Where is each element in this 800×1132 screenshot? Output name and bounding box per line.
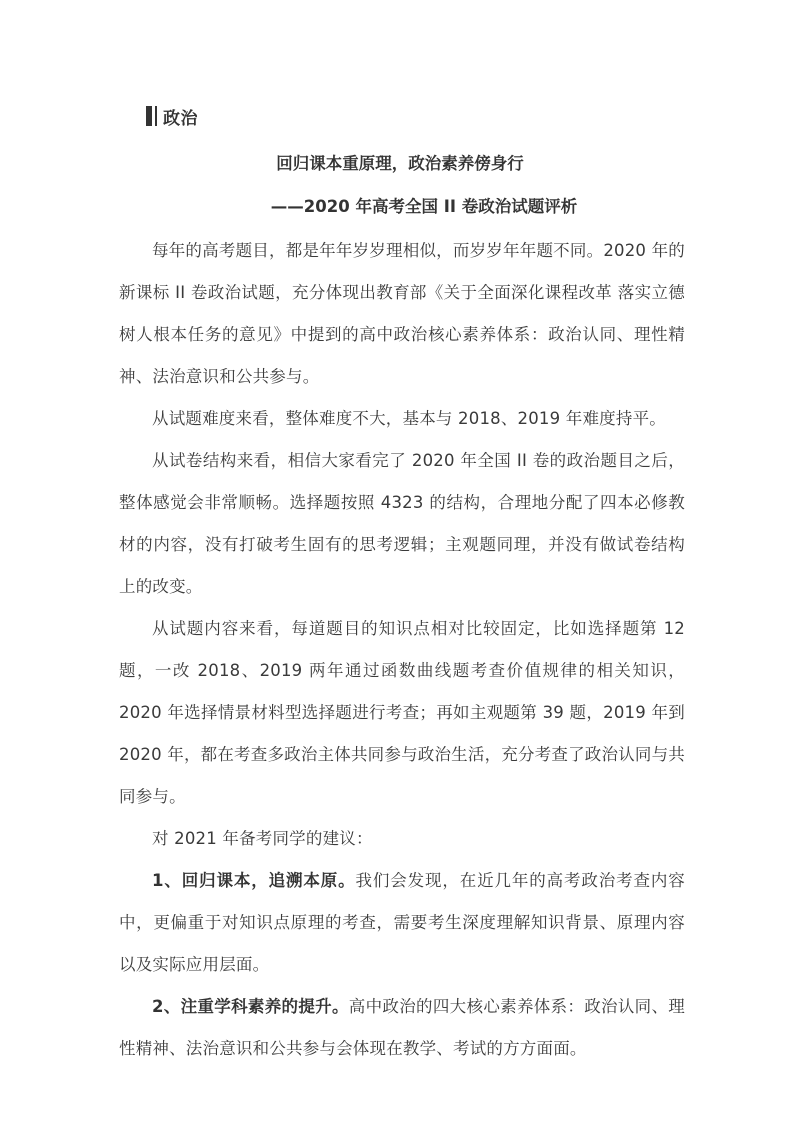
paragraph-text: 高中政治的四大核心素养体系：政治认同、理性精神、法治意识和公共参与会体现在教学、考试的方方面面。 [119,997,685,1058]
paragraph-advice-1 [119,860,685,986]
paragraph-text: 每年的高考题目，都是年年岁岁理相似，而岁岁年年题不同。2020 年的新课标 II 卷政治试题，充分体现出教育部《关于全面深化课程改革 落实立德树人根本任务的意见》中提到的高中政治核心素养体系：政治认同、理性精神、法治意识和公共参与。 [119,241,685,386]
paragraph-advice-2 [119,986,685,1070]
paragraph-advice-intro [119,818,685,860]
article-subtitle: ——2020 年高考全国 II 卷政治试题评析 [270,197,578,216]
paragraph-text: 从试题难度来看，整体难度不大，基本与 2018、2019 年难度持平。 [152,409,666,428]
paragraph-text: 对 2021 年备考同学的建议： [152,829,373,848]
advice-heading: 2、注重学科素养的提升。 [152,997,349,1016]
paragraph-text: 从试卷结构来看，相信大家看完了 2020 年全国 II 卷的政治题目之后，整体感觉会非常顺畅。选择题按照 4323 的结构，合理地分配了四本必修教材的内容，没有打破考生固有的思考逻辑；主观题同理，并没有做试卷结构上的改变。 [119,451,685,596]
paragraph-text: 从试题内容来看，每道题目的知识点相对比较固定，比如选择题第 12 题，一改 2018、2019 两年通过函数曲线题考查价值规律的相关知识，2020 年选择情景材料型选择题进行考查；再如主观题第 39 题，2019 年到 2020 年，都在考查多政治主体共同参与政治生活，充分考查了政治认同与共同参与。 [119,619,685,806]
paragraph-structure [119,440,685,608]
section-marker-thin [155,106,157,126]
article-body [119,230,685,1070]
paragraph-intro [119,230,685,398]
section-label: 政治 [163,108,198,129]
section-heading [146,104,198,128]
advice-heading: 1、回归课本，追溯本原。 [152,871,356,890]
paragraph-content [119,608,685,818]
section-marker-thick [146,106,152,126]
paragraph-difficulty [119,398,685,440]
article-title: 回归课本重原理，政治素养傍身行 [276,154,524,173]
paragraph-text: 我们会发现，在近几年的高考政治考查内容中，更偏重于对知识点原理的考查，需要考生深度理解知识背景、原理内容以及实际应用层面。 [119,871,685,974]
